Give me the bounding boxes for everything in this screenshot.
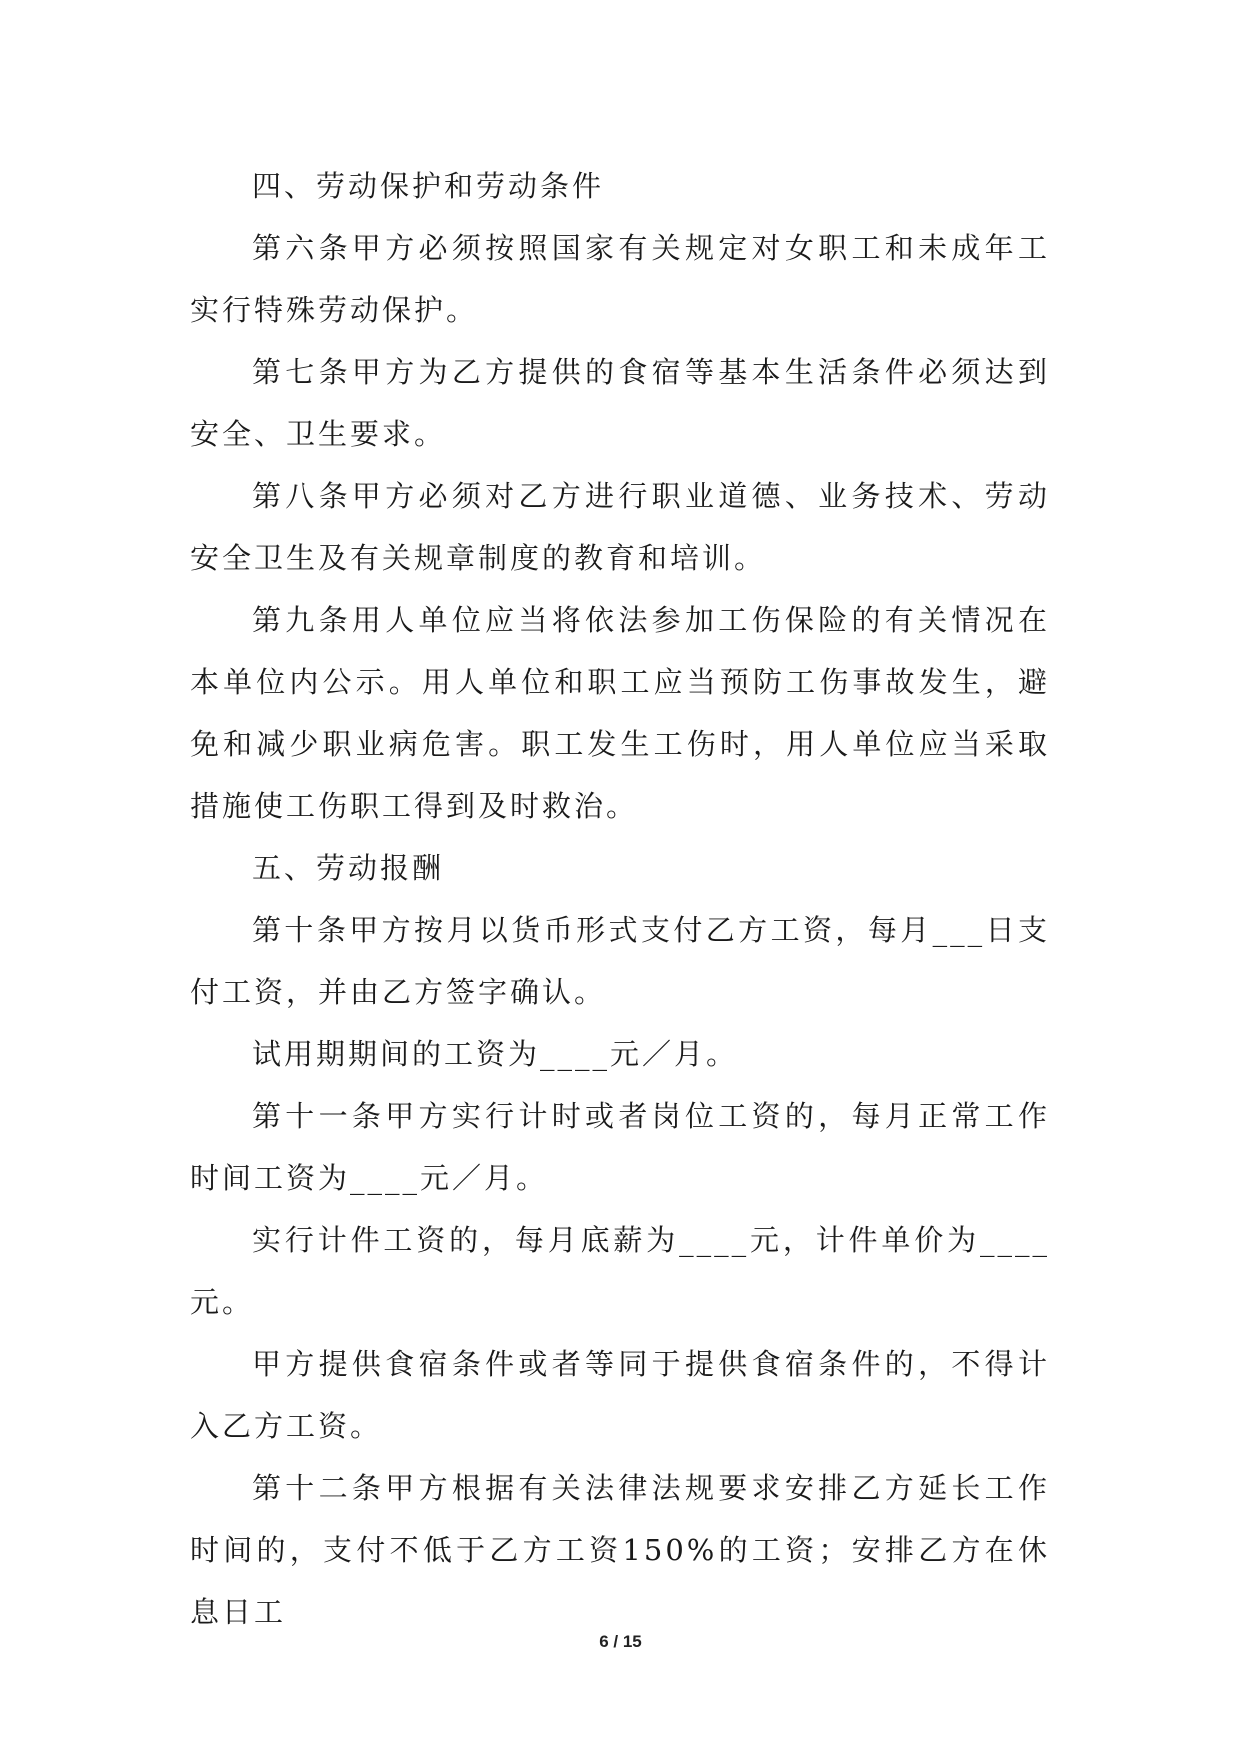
article-9: 第九条用人单位应当将依法参加工伤保险的有关情况在本单位内公示。用人单位和职工应当预防工伤事故发生，避免和减少职业病危害。职工发生工伤时，用人单位应当采取措施使工伤职工得到及时救治。 [190, 603, 1050, 823]
article-6: 第六条甲方必须按照国家有关规定对女职工和未成年工实行特殊劳动保护。 [190, 231, 1050, 327]
section-heading-labor-protection: 四、劳动保护和劳动条件 [252, 169, 605, 203]
board-lodging-clause: 甲方提供食宿条件或者等同于提供食宿条件的，不得计入乙方工资。 [190, 1347, 1050, 1443]
section-heading-remuneration: 五、劳动报酬 [252, 851, 445, 885]
document-body [190, 155, 1050, 1643]
piece-rate-wage: 实行计件工资的，每月底薪为____元，计件单价为____元。 [190, 1223, 1050, 1319]
probation-wage: 试用期期间的工资为____元／月。 [252, 1037, 739, 1071]
article-11: 第十一条甲方实行计时或者岗位工资的，每月正常工作时间工资为____元／月。 [190, 1099, 1050, 1195]
page-number: 6 / 15 [599, 1632, 642, 1651]
article-8: 第八条甲方必须对乙方进行职业道德、业务技术、劳动安全卫生及有关规章制度的教育和培训。 [190, 479, 1050, 575]
article-7: 第七条甲方为乙方提供的食宿等基本生活条件必须达到安全、卫生要求。 [190, 355, 1050, 451]
article-12: 第十二条甲方根据有关法律法规要求安排乙方延长工作时间的，支付不低于乙方工资150%的工资；安排乙方在休息日工 [190, 1471, 1050, 1629]
article-10: 第十条甲方按月以货币形式支付乙方工资，每月___日支付工资，并由乙方签字确认。 [190, 913, 1050, 1009]
